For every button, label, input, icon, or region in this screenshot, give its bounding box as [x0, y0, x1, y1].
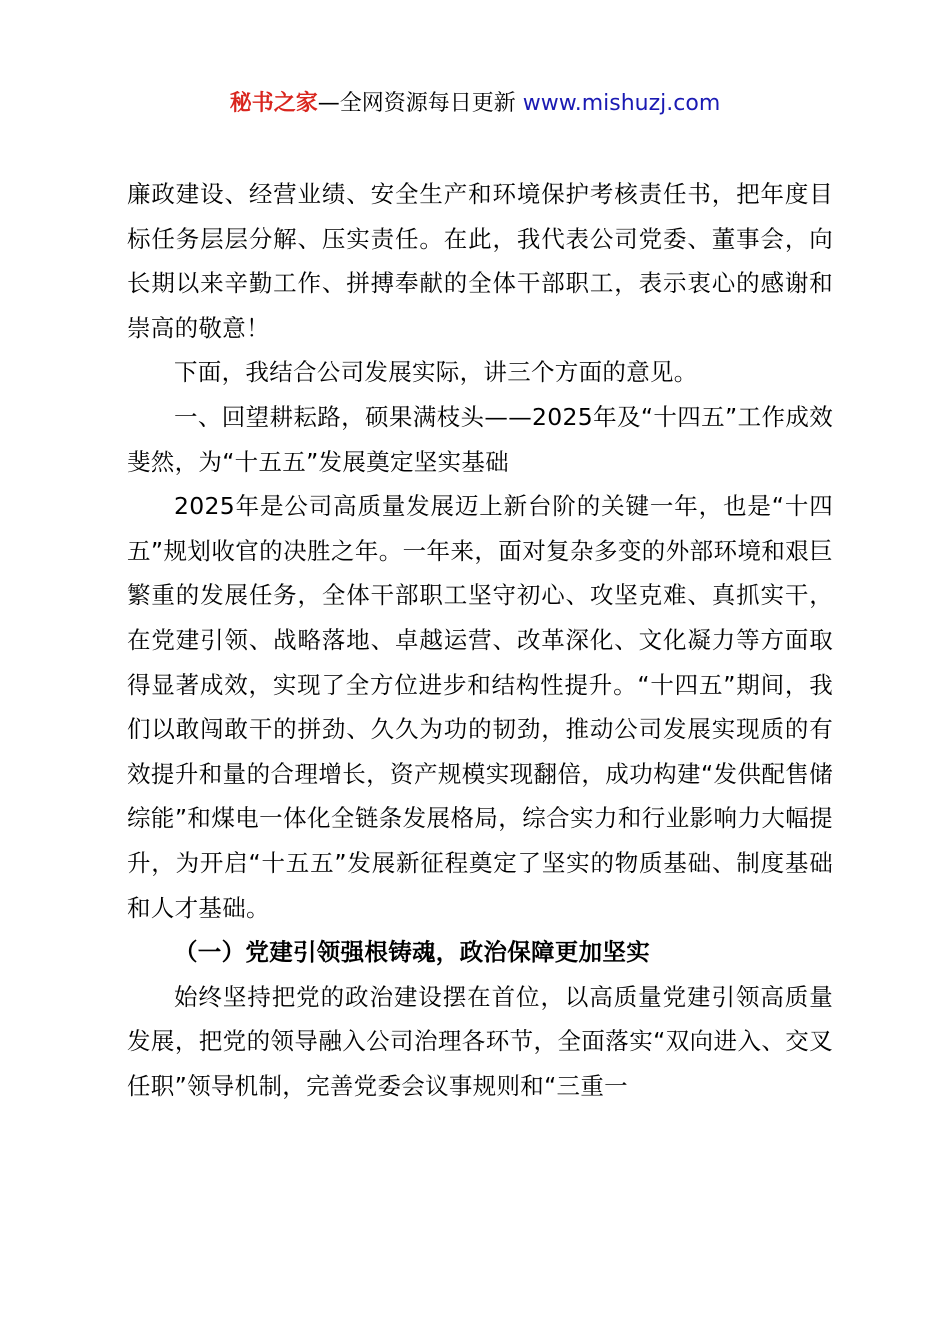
paragraph-intro: 下面，我结合公司发展实际，讲三个方面的意见。	[174, 358, 698, 387]
document-body	[127, 172, 833, 1108]
paragraph-continuation: 廉政建设、经营业绩、安全生产和环境保护考核责任书，把年度目标任务层层分解、压实责任。在此，我代表公司党委、董事会，向长期以来辛勤工作、拼搏奉献的全体干部职工，表示衷心的感谢和崇高的敬意！	[127, 180, 833, 342]
paragraph-2025-review: 2025年是公司高质量发展迈上新台阶的关键一年，也是“十四五”规划收官的决胜之年。一年来，面对复杂多变的外部环境和艰巨繁重的发展任务，全体干部职工坚守初心、攻坚克难、真抓实干，在党建引领、战略落地、卓越运营、改革深化、文化凝力等方面取得显著成效，实现了全方位进步和结构性提升。“十四五”期间，我们以敢闯敢干的拼劲、久久为功的韧劲，推动公司发展实现质的有效提升和量的合理增长，资产规模实现翻倍，成功构建“发供配售储综能”和煤电一体化全链条发展格局，综合实力和行业影响力大幅提升，为开启“十五五”发展新征程奠定了坚实的物质基础、制度基础和人才基础。	[127, 492, 833, 922]
site-tagline: —全网资源每日更新	[317, 91, 523, 116]
site-url-link[interactable]: www.mishuzj.com	[522, 91, 721, 116]
paragraph-party-building: 始终坚持把党的政治建设摆在首位，以高质量党建引领高质量发展，把党的领导融入公司治理各环节，全面落实“双向进入、交叉任职”领导机制，完善党委会议事规则和“三重一	[127, 982, 833, 1100]
site-header	[0, 88, 950, 120]
subsection-heading-1: （一）党建引领强根铸魂，政治保障更加坚实	[174, 938, 650, 967]
site-brand: 秘书之家	[229, 91, 318, 116]
section-heading-1: 一、回望耕耘路，硕果满枝头——2025年及“十四五”工作成效斐然，为“十五五”发展奠定坚实基础	[127, 402, 833, 476]
